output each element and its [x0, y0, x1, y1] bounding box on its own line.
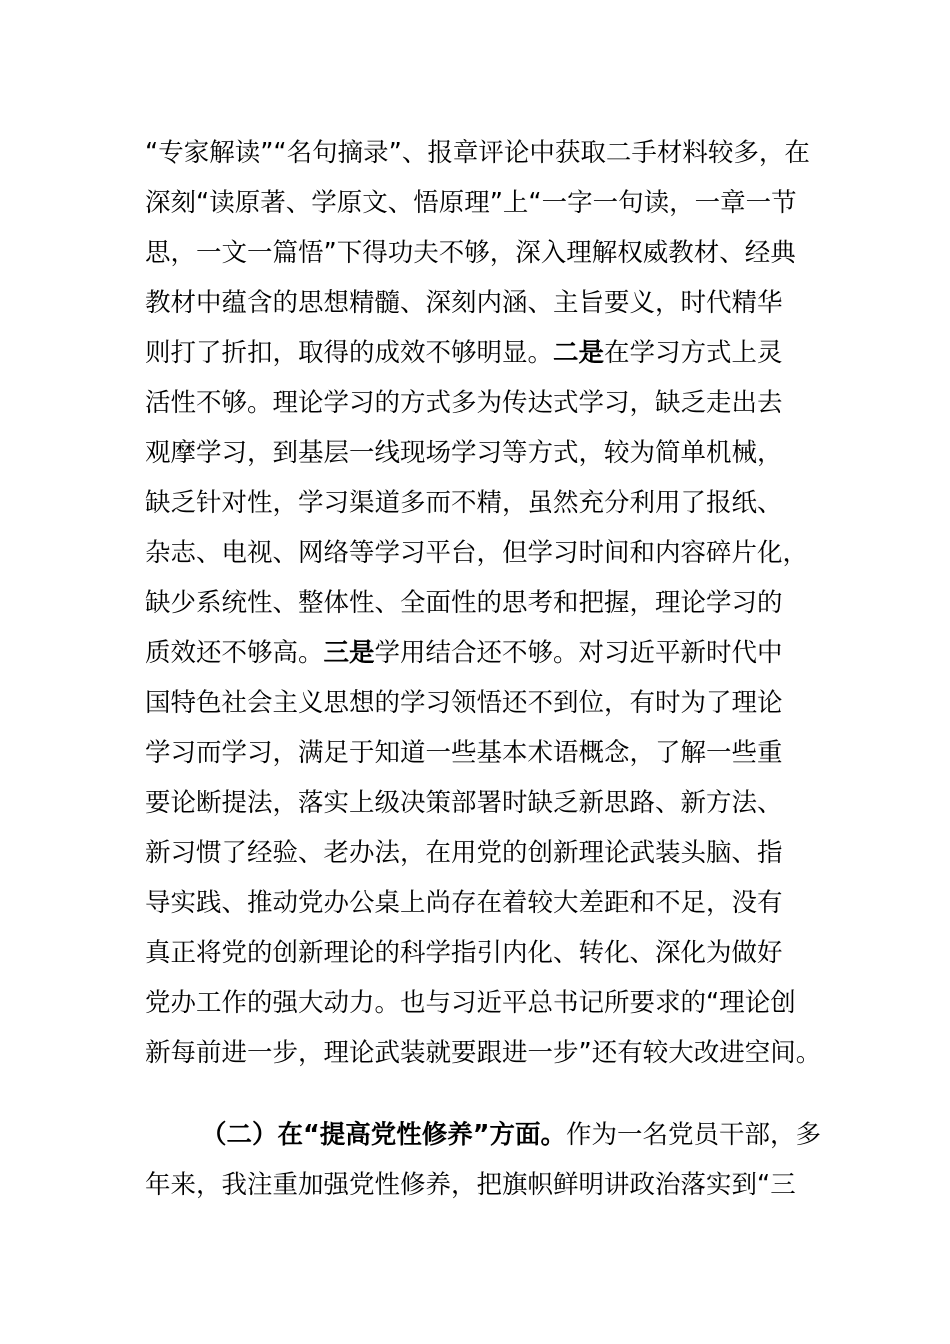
text-line: 要论断提法，落实上级决策部署时缺乏新思路、新方法、	[145, 788, 783, 818]
text-line: 缺少系统性、整体性、全面性的思考和把握，理论学习的	[145, 588, 783, 618]
text-line: 国特色社会主义思想的学习领悟还不到位，有时为了理论	[145, 688, 783, 718]
text-line: 学习而学习，满足于知道一些基本术语概念，了解一些重	[145, 738, 783, 768]
bold-marker-erji: 二是	[553, 338, 605, 368]
text-line: 缺乏针对性，学习渠道多而不精，虽然充分利用了报纸、	[145, 488, 783, 518]
text-run: 质效还不够高。	[145, 638, 324, 668]
text-line	[145, 628, 810, 678]
bold-marker-sanshi: 三是	[323, 638, 375, 668]
section-heading: （二）在“提高党性修养”方面。	[201, 1120, 567, 1150]
text-line: 思，一文一篇悟”下得功夫不够，深入理解权威教材、经典	[145, 238, 796, 268]
text-line: “专家解读”“名句摘录”、报章评论中获取二手材料较多，在	[145, 138, 810, 168]
text-line: 活性不够。理论学习的方式多为传达式学习，缺乏走出去	[145, 388, 783, 418]
text-run: 则打了折扣，取得的成效不够明显。	[145, 338, 554, 368]
text-run: 在学习方式上灵	[604, 338, 783, 368]
text-line: 新习惯了经验、老办法，在用党的创新理论武装头脑、指	[145, 838, 783, 868]
text-line: 教材中蕴含的思想精髓、深刻内涵、主旨要义，时代精华	[145, 288, 783, 318]
text-line: 深刻“读原著、学原文、悟原理”上“一字一句读，一章一节	[145, 188, 797, 218]
text-line: 党办工作的强大动力。也与习近平总书记所要求的“理论创	[145, 988, 796, 1018]
text-line: 杂志、电视、网络等学习平台，但学习时间和内容碎片化，	[145, 538, 809, 568]
text-line	[145, 1110, 822, 1160]
paragraph-study-shortcomings	[145, 128, 822, 1078]
text-run: 学用结合还不够。对习近平新时代中	[374, 638, 783, 668]
text-run: 作为一名党员干部，多	[566, 1120, 822, 1150]
paragraph-party-spirit	[145, 1110, 822, 1210]
text-line: 年来，我注重加强党性修养，把旗帜鲜明讲政治落实到“三	[145, 1170, 796, 1200]
text-line	[145, 328, 810, 378]
text-line: 导实践、推动党办公桌上尚存在着较大差距和不足，没有	[145, 888, 783, 918]
text-line: 观摩学习，到基层一线现场学习等方式，较为简单机械，	[145, 438, 783, 468]
text-line: 新每前进一步，理论武装就要跟进一步”还有较大改进空间。	[145, 1038, 822, 1068]
text-line: 真正将党的创新理论的科学指引内化、转化、深化为做好	[145, 938, 783, 968]
